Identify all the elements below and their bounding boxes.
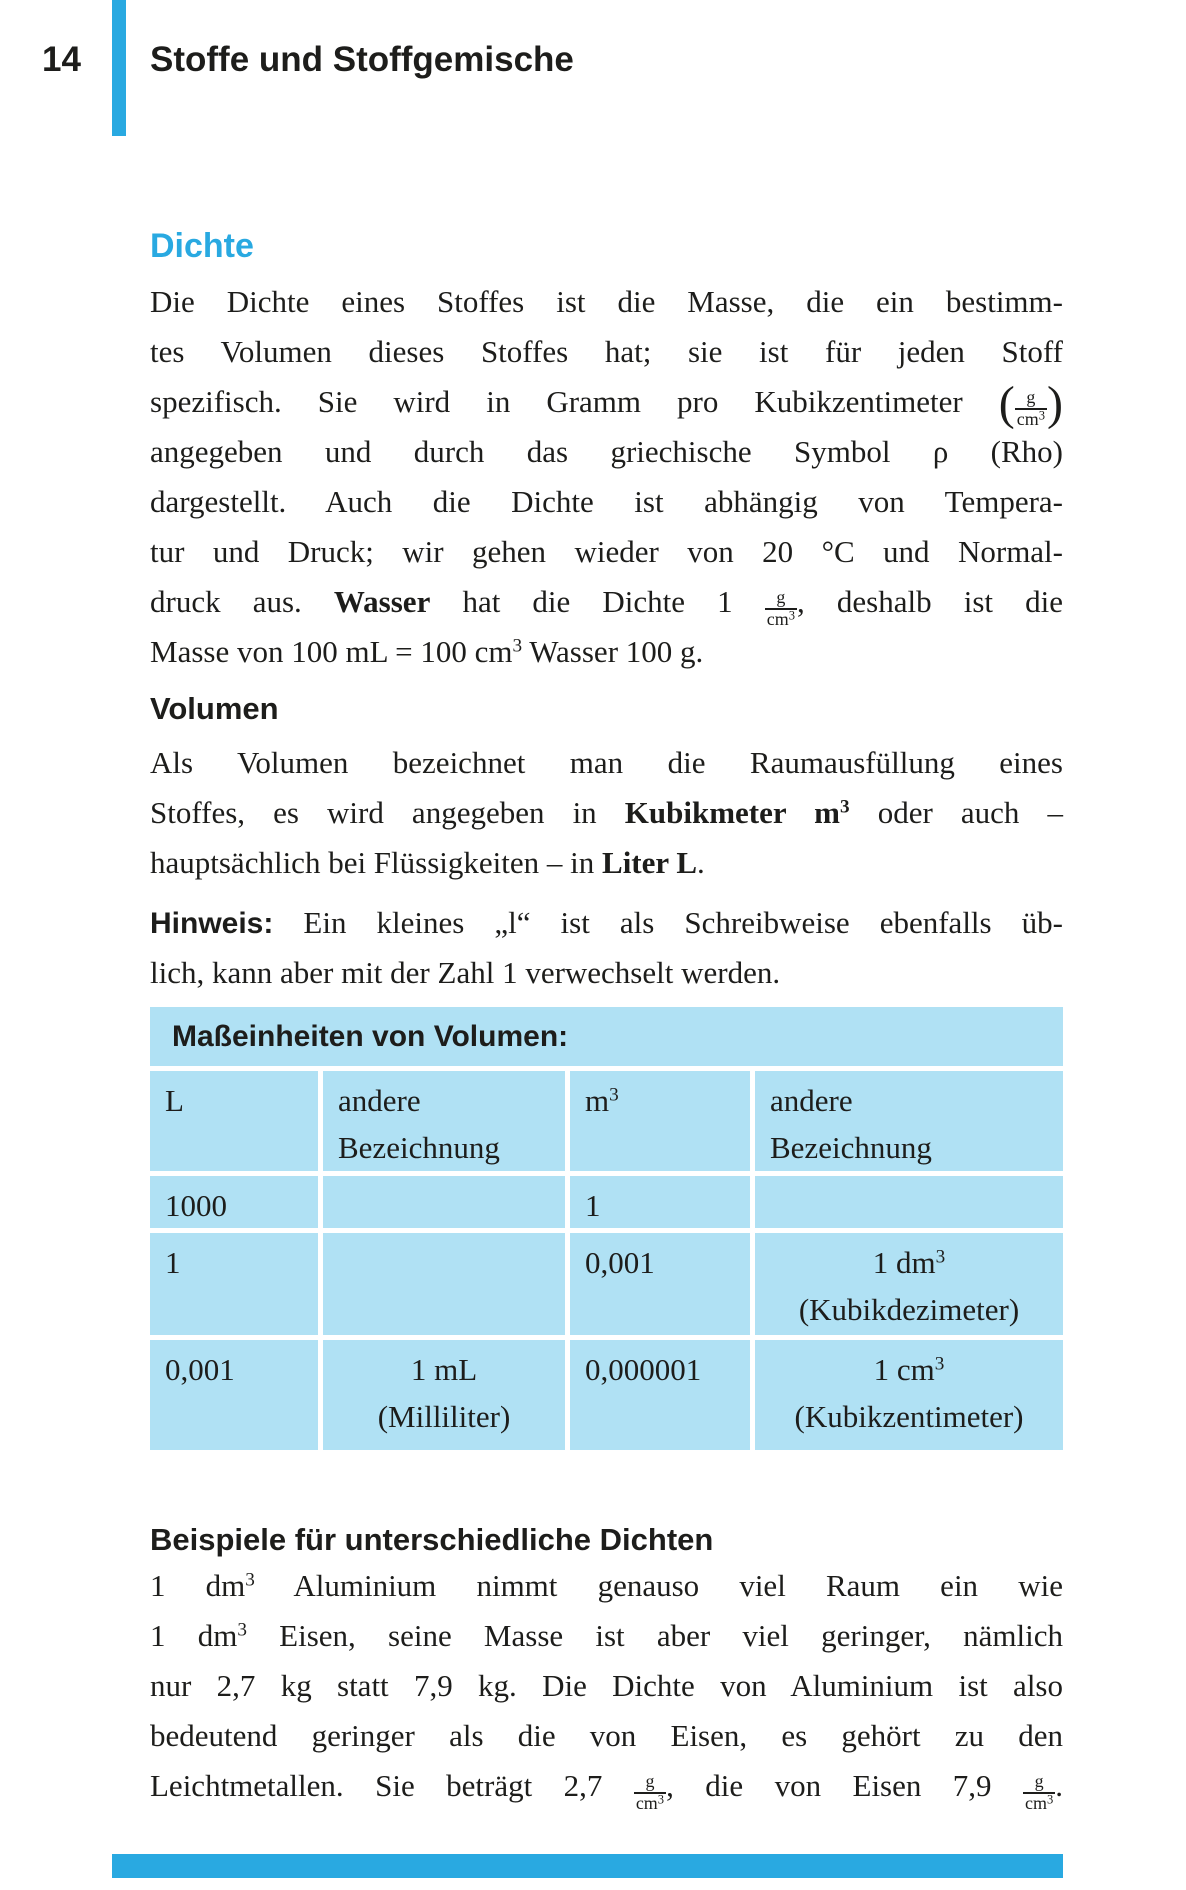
table-cell: 0,000001 bbox=[570, 1340, 750, 1450]
text-line: druck aus. Wasser hat die Dichte 1 $\frac{g}{cm^3}$ , deshalb ist die bbox=[150, 584, 1064, 629]
superscript: 3 bbox=[609, 1084, 619, 1106]
text-line: nur 2,7 kg statt 7,9 kg. Die Dichte von Aluminium ist also bbox=[150, 1668, 1063, 1703]
table-cell: 1 mL (Milliliter) bbox=[323, 1340, 565, 1450]
table-cell: 1 $dm^3$ (Kubikdezimeter) bbox=[755, 1233, 1063, 1335]
section-heading-beispiele: Beispiele für unterschiedliche Dichten bbox=[150, 1522, 714, 1557]
footer-accent-bar bbox=[112, 1854, 1063, 1878]
table-cell bbox=[323, 1233, 565, 1335]
volume-units-table bbox=[150, 1007, 1063, 1450]
table-header-cell: andere Bezeichnung bbox=[755, 1071, 1063, 1171]
density-paragraph bbox=[150, 277, 1063, 677]
examples-paragraph bbox=[150, 1561, 1063, 1811]
table-title: Maßeinheiten von Volumen: bbox=[150, 1007, 1063, 1066]
chapter-accent-bar bbox=[112, 0, 126, 136]
table-cell: 0,001 bbox=[570, 1233, 750, 1335]
note-paragraph bbox=[150, 898, 1063, 998]
table-header-cell: $m^3$ bbox=[570, 1071, 750, 1171]
text-line: Leichtmetallen. Sie beträgt 2,7 $\frac{g}{cm^3}$ , die von Eisen 7,9 $\frac{g}{cm^3}$ . bbox=[150, 1768, 1063, 1813]
superscript: 3 bbox=[935, 1246, 946, 1268]
big-paren: ) bbox=[1047, 377, 1063, 431]
text-line: angegeben und durch das griechische Symbol ρ (Rho) bbox=[150, 434, 1063, 469]
page-number: 14 bbox=[42, 40, 81, 79]
table-cell: 1 $cm^3$ (Kubikzentimeter) bbox=[755, 1340, 1063, 1450]
text-line: Stoffes, es wird angegeben in Kubikmeter $m^3$ oder auch – bbox=[150, 795, 1064, 830]
unit-fraction: $\frac{g}{cm^3}$ bbox=[1016, 387, 1045, 429]
text-line: lich, kann aber mit der Zahl 1 verwechselt werden. bbox=[150, 955, 781, 990]
table-cell: 0,001 bbox=[150, 1340, 318, 1450]
superscript: 3 bbox=[512, 635, 523, 657]
text-line: tes Volumen dieses Stoffes hat; sie ist für jeden Stoff bbox=[150, 334, 1063, 369]
unit-fraction: $\frac{g}{cm^3}$ bbox=[766, 587, 796, 629]
table-header-cell: L bbox=[150, 1071, 318, 1171]
bold-term: Wasser bbox=[333, 584, 431, 619]
text-line: dargestellt. Auch die Dichte ist abhängig von Tempera- bbox=[150, 484, 1063, 519]
volume-paragraph bbox=[150, 738, 1063, 888]
bold-term: Liter L bbox=[602, 845, 698, 880]
text-line: Als Volumen bezeichnet man die Raumausfüllung eines bbox=[150, 745, 1063, 780]
table-cell: 1 bbox=[150, 1233, 318, 1335]
text-line: tur und Druck; wir gehen wieder von 20 °C und Normal- bbox=[150, 534, 1063, 569]
bold-term: Kubikmeter m bbox=[624, 795, 841, 830]
big-paren: ( bbox=[998, 377, 1015, 431]
section-heading-dichte: Dichte bbox=[150, 227, 254, 265]
table-header-cell: andere Bezeichnung bbox=[323, 1071, 565, 1171]
text-line: Hinweis: Ein kleines „l“ ist als Schreibweise ebenfalls üb- bbox=[150, 905, 1063, 940]
table-cell bbox=[323, 1176, 565, 1228]
table-cell: 1 bbox=[570, 1176, 750, 1228]
text-line: Die Dichte eines Stoffes ist die Masse, die ein bestimm- bbox=[150, 284, 1063, 319]
unit-fraction: $\frac{g}{cm^3}$ bbox=[1025, 1771, 1054, 1813]
table-cell: 1000 bbox=[150, 1176, 318, 1228]
text-line: Masse von 100 mL = 100 $cm^3$ Wasser 100 g. bbox=[150, 634, 704, 669]
chapter-title: Stoffe und Stoffgemische bbox=[150, 40, 574, 79]
text-line: spezifisch. Sie wird in Gramm pro Kubikzentimeter ( $\frac{g}{cm^3}$ ) bbox=[150, 377, 1063, 431]
superscript: 3 bbox=[840, 796, 850, 818]
text-line: hauptsächlich bei Flüssigkeiten – in Liter L. bbox=[150, 845, 705, 880]
text-line: 1 $dm^3$ Aluminium nimmt genauso viel Raum ein wie bbox=[150, 1568, 1063, 1603]
text-line: 1 $dm^3$ Eisen, seine Masse ist aber viel geringer, nämlich bbox=[150, 1618, 1063, 1653]
superscript: 3 bbox=[245, 1569, 255, 1591]
bold-label: Hinweis: bbox=[150, 907, 274, 940]
section-heading-volumen: Volumen bbox=[150, 691, 279, 726]
unit-fraction: $\frac{g}{cm^3}$ bbox=[635, 1771, 665, 1813]
table-cell bbox=[755, 1176, 1063, 1228]
superscript: 3 bbox=[237, 1619, 247, 1641]
superscript: 3 bbox=[934, 1353, 945, 1375]
text-line: bedeutend geringer als die von Eisen, es gehört zu den bbox=[150, 1718, 1063, 1753]
